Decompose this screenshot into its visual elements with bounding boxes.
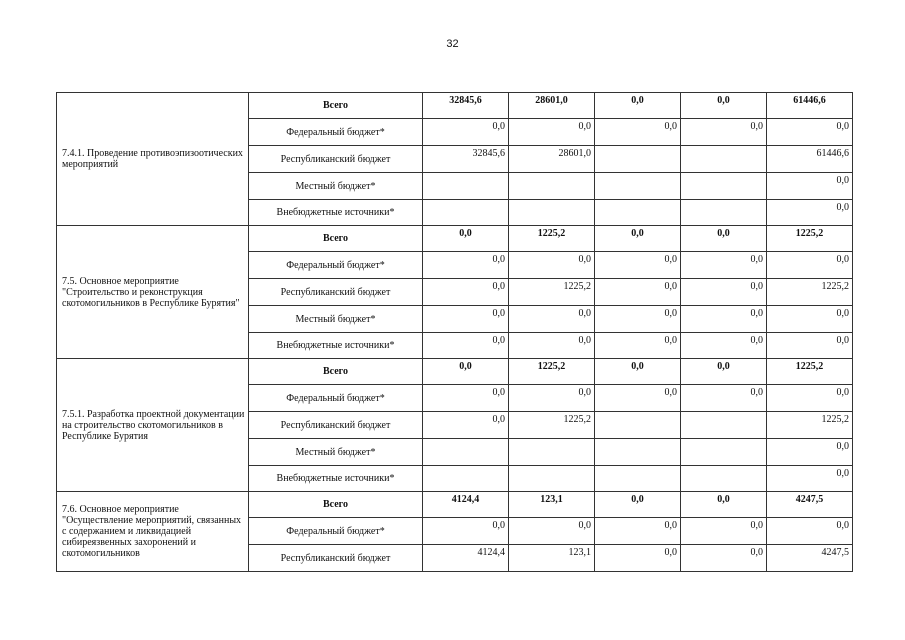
amount-cell: 0,0 <box>595 119 681 146</box>
amount-cell: 1225,2 <box>509 279 595 306</box>
amount-cell: 0,0 <box>423 518 509 545</box>
funding-source: Федеральный бюджет* <box>249 119 423 146</box>
amount-cell: 0,0 <box>423 119 509 146</box>
amount-cell: 123,1 <box>509 492 595 518</box>
activity-title: 7.5.1. Разработка проектной документации на строительство скотомогильников в Республике Бурятия <box>57 359 249 492</box>
amount-cell: 0,0 <box>509 333 595 359</box>
table-row <box>57 93 853 119</box>
amount-cell <box>595 173 681 200</box>
amount-cell: 0,0 <box>423 333 509 359</box>
amount-cell: 0,0 <box>681 306 767 333</box>
amount-cell: 0,0 <box>509 385 595 412</box>
amount-cell <box>681 412 767 439</box>
amount-cell: 1225,2 <box>509 359 595 385</box>
amount-cell: 4124,4 <box>423 545 509 572</box>
funding-source: Федеральный бюджет* <box>249 518 423 545</box>
amount-cell: 0,0 <box>423 279 509 306</box>
amount-cell <box>595 466 681 492</box>
amount-cell: 0,0 <box>595 252 681 279</box>
amount-cell: 0,0 <box>423 252 509 279</box>
funding-source: Республиканский бюджет <box>249 146 423 173</box>
funding-source: Республиканский бюджет <box>249 412 423 439</box>
amount-cell: 28601,0 <box>509 146 595 173</box>
budget-table <box>56 92 853 572</box>
amount-cell <box>681 173 767 200</box>
amount-cell: 0,0 <box>681 333 767 359</box>
amount-cell: 4247,5 <box>767 492 853 518</box>
table-row <box>57 492 853 518</box>
amount-cell <box>681 466 767 492</box>
funding-source: Внебюджетные источники* <box>249 200 423 226</box>
amount-cell <box>681 146 767 173</box>
funding-source: Местный бюджет* <box>249 173 423 200</box>
amount-cell <box>423 439 509 466</box>
funding-source: Федеральный бюджет* <box>249 385 423 412</box>
amount-cell: 0,0 <box>595 333 681 359</box>
funding-source: Местный бюджет* <box>249 306 423 333</box>
amount-cell: 0,0 <box>509 306 595 333</box>
amount-cell: 1225,2 <box>767 226 853 252</box>
amount-cell <box>595 146 681 173</box>
amount-cell: 0,0 <box>595 93 681 119</box>
amount-cell <box>681 439 767 466</box>
amount-cell: 0,0 <box>509 518 595 545</box>
amount-cell <box>509 200 595 226</box>
amount-cell: 0,0 <box>681 252 767 279</box>
amount-cell <box>595 439 681 466</box>
amount-cell: 0,0 <box>423 385 509 412</box>
amount-cell: 0,0 <box>423 359 509 385</box>
amount-cell: 0,0 <box>681 119 767 146</box>
amount-cell: 1225,2 <box>509 226 595 252</box>
amount-cell <box>595 200 681 226</box>
activity-title: 7.6. Основное мероприятие "Осуществление мероприятий, связанных с содержанием и ликвидацией сибиреязвенных захоронений и скотомогильников <box>57 492 249 572</box>
amount-cell: 32845,6 <box>423 93 509 119</box>
amount-cell: 0,0 <box>595 385 681 412</box>
activity-title: 7.5. Основное мероприятие "Строительство и реконструкция скотомогильников в Республике Бурятия" <box>57 226 249 359</box>
amount-cell: 0,0 <box>767 306 853 333</box>
amount-cell: 0,0 <box>767 200 853 226</box>
amount-cell: 0,0 <box>595 545 681 572</box>
amount-cell: 32845,6 <box>423 146 509 173</box>
amount-cell: 0,0 <box>681 226 767 252</box>
amount-cell: 0,0 <box>423 412 509 439</box>
table-body <box>57 93 853 572</box>
funding-source: Местный бюджет* <box>249 439 423 466</box>
funding-source: Внебюджетные источники* <box>249 333 423 359</box>
amount-cell: 1225,2 <box>767 279 853 306</box>
amount-cell <box>595 412 681 439</box>
amount-cell: 28601,0 <box>509 93 595 119</box>
amount-cell: 4247,5 <box>767 545 853 572</box>
funding-source: Всего <box>249 359 423 385</box>
amount-cell: 0,0 <box>767 466 853 492</box>
table-row <box>57 359 853 385</box>
funding-source: Федеральный бюджет* <box>249 252 423 279</box>
amount-cell <box>423 200 509 226</box>
funding-source: Республиканский бюджет <box>249 279 423 306</box>
amount-cell: 0,0 <box>681 518 767 545</box>
amount-cell: 0,0 <box>681 545 767 572</box>
amount-cell <box>509 439 595 466</box>
amount-cell <box>509 173 595 200</box>
amount-cell: 61446,6 <box>767 146 853 173</box>
amount-cell <box>509 466 595 492</box>
amount-cell: 0,0 <box>767 119 853 146</box>
amount-cell: 0,0 <box>595 306 681 333</box>
page-number: 32 <box>446 38 459 50</box>
amount-cell: 1225,2 <box>767 359 853 385</box>
amount-cell: 0,0 <box>767 173 853 200</box>
funding-source: Всего <box>249 93 423 119</box>
amount-cell: 0,0 <box>509 252 595 279</box>
amount-cell: 0,0 <box>681 93 767 119</box>
funding-source: Всего <box>249 226 423 252</box>
amount-cell: 0,0 <box>681 279 767 306</box>
amount-cell: 0,0 <box>595 226 681 252</box>
amount-cell: 0,0 <box>681 492 767 518</box>
amount-cell: 61446,6 <box>767 93 853 119</box>
amount-cell: 0,0 <box>767 439 853 466</box>
amount-cell <box>423 173 509 200</box>
amount-cell: 0,0 <box>595 492 681 518</box>
amount-cell: 0,0 <box>681 359 767 385</box>
amount-cell: 4124,4 <box>423 492 509 518</box>
amount-cell: 123,1 <box>509 545 595 572</box>
amount-cell: 0,0 <box>595 359 681 385</box>
amount-cell: 1225,2 <box>767 412 853 439</box>
funding-source: Всего <box>249 492 423 518</box>
activity-title: 7.4.1. Проведение противоэпизоотических мероприятий <box>57 93 249 226</box>
amount-cell: 0,0 <box>767 385 853 412</box>
funding-source: Республиканский бюджет <box>249 545 423 572</box>
amount-cell: 0,0 <box>767 518 853 545</box>
funding-source: Внебюджетные источники* <box>249 466 423 492</box>
amount-cell: 1225,2 <box>509 412 595 439</box>
amount-cell: 0,0 <box>595 518 681 545</box>
amount-cell <box>681 200 767 226</box>
amount-cell <box>423 466 509 492</box>
amount-cell: 0,0 <box>767 252 853 279</box>
amount-cell: 0,0 <box>509 119 595 146</box>
amount-cell: 0,0 <box>595 279 681 306</box>
amount-cell: 0,0 <box>767 333 853 359</box>
amount-cell: 0,0 <box>423 226 509 252</box>
amount-cell: 0,0 <box>681 385 767 412</box>
table-row <box>57 226 853 252</box>
amount-cell: 0,0 <box>423 306 509 333</box>
